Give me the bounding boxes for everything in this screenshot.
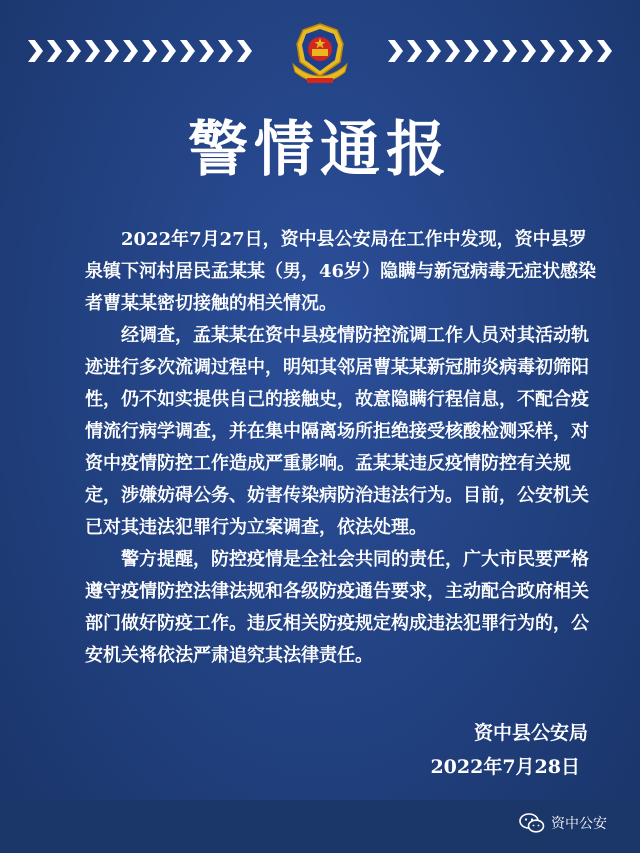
chevron-right-icon bbox=[559, 40, 574, 62]
paragraph-reminder: 警方提醒，防控疫情是全社会共同的责任，广大市民要严格遵守疫情防控法律法规和各级防疫通告要求，主动配合政府相关部门做好防疫工作。违反相关防疫规定构成违法犯罪行为的，公安机关将依法严肃追究其法律责任。 bbox=[85, 549, 589, 666]
paragraph-investigation: 经调查，孟某某在资中县疫情防控流调工作人员对其活动轨迹进行多次流调过程中，明知其邻居曹某某新冠肺炎病毒初筛阳性，仍不如实提供自己的接触史，故意隐瞒行程信息，不配合疫情流行病学调查，并在集中隔离场所拒绝接受核酸检测采样，对资中疫情防控工作造成严重影响。孟某某违反疫情防控有关规定，涉嫌妨碍公务、妨害传染病防治违法行为。目前，公安机关已对其违法犯罪行为立案调查，依法处理。 bbox=[85, 325, 589, 538]
police-emblem-icon bbox=[285, 18, 355, 88]
notice-body bbox=[85, 224, 600, 672]
left-chevron-decoration bbox=[28, 40, 252, 62]
chevron-right-icon bbox=[388, 40, 403, 62]
chevron-right-icon bbox=[597, 40, 612, 62]
chevron-right-icon bbox=[47, 40, 62, 62]
chevron-right-icon bbox=[426, 40, 441, 62]
issuing-organization: 资中县公安局 bbox=[473, 722, 588, 744]
chevron-right-icon bbox=[237, 40, 252, 62]
chevron-right-icon bbox=[502, 40, 517, 62]
wechat-icon bbox=[519, 813, 545, 833]
account-watermark bbox=[519, 813, 607, 833]
chevron-right-icon bbox=[85, 40, 100, 62]
right-chevron-decoration bbox=[388, 40, 612, 62]
chevron-right-icon bbox=[464, 40, 479, 62]
watermark-label: 资中公安 bbox=[551, 816, 607, 832]
chevron-right-icon bbox=[199, 40, 214, 62]
chevron-right-icon bbox=[28, 40, 43, 62]
chevron-right-icon bbox=[407, 40, 422, 62]
chevron-right-icon bbox=[445, 40, 460, 62]
chevron-right-icon bbox=[142, 40, 157, 62]
chevron-right-icon bbox=[540, 40, 555, 62]
chevron-right-icon bbox=[578, 40, 593, 62]
page-title: 警情通报 bbox=[188, 115, 452, 185]
chevron-right-icon bbox=[180, 40, 195, 62]
issue-date: 2022年7月28日 bbox=[430, 756, 580, 778]
chevron-right-icon bbox=[123, 40, 138, 62]
paragraph-incident: 2022年7月27日，资中县公安局在工作中发现，资中县罗泉镇下河村居民孟某某（男，46岁）隐瞒与新冠病毒无症状感染者曹某某密切接触的相关情况。 bbox=[85, 229, 597, 314]
chevron-right-icon bbox=[66, 40, 81, 62]
chevron-right-icon bbox=[483, 40, 498, 62]
chevron-right-icon bbox=[521, 40, 536, 62]
chevron-right-icon bbox=[104, 40, 119, 62]
chevron-right-icon bbox=[218, 40, 233, 62]
chevron-right-icon bbox=[161, 40, 176, 62]
